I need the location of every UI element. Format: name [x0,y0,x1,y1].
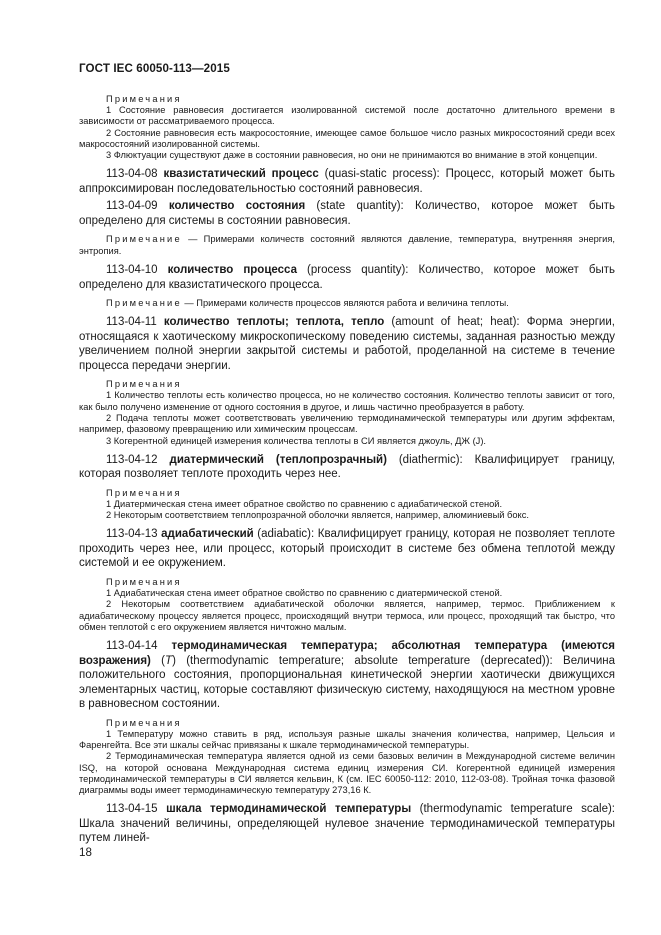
term-entry [79,802,615,846]
entry-note [79,234,615,257]
entry-definition: (diathermic): Квалифицирует границу, которая позволяет теплоте проходить через нее. [79,453,616,481]
note-item: 1 Состояние равновесия достигается изолированной системой после достаточно длительного времени в зависимости от рассматриваемого процесса. [79,105,615,127]
note-item: 1 Температуру можно ставить в ряд, используя разные шкалы значения количества, например, Цельсия и Фаренгейта. Все эти шкалы сейчас привязаны к шкале термодинамической температуры. [79,728,615,750]
note-item: 2 Подача теплоты может соответствовать увеличению термодинамической температуры или другим эффектам, например, фазовому превращению или химическим процессам. [79,412,615,435]
entry-number: 113-04-11 [106,316,157,329]
entry-symbol-open: ( [150,654,166,667]
entry-definition: (process quantity): Количество, которое может быть определено для квазистатического процесса. [79,264,615,291]
entry-definition: (adiabatic): Квалифицирует границу, которая не позволяет теплоте проходить через нее, или процесс, который происходит в системе без обмена теплотой между системой и ее окружением. [79,528,616,570]
document-content [79,94,615,846]
term-entry [79,199,615,228]
entry-definition: (state quantity): Количество, которое может быть определено для системы в состоянии равновесия. [79,200,616,227]
page-number: 18 [79,846,92,859]
notes-block [79,718,615,797]
notes-block [79,94,615,161]
note-item: 2 Некоторым соответствием теплопрозрачной оболочки является, например, алюминиевый бокс. [106,510,529,521]
entry-definition: (amount of heat; heat): Форма энергии, относящаяся к хаотическому микроскопическому поведению системы, заданная разностью между увеличением полной энергии закрытой системы и работой, проделанной на системе в течение процесса передачи энергии. [79,316,615,372]
term-entry [79,453,615,482]
note-item: 2 Термодинамическая температура является одной из семи базовых величин в Международной системе величин ISQ, на которой основана Международная система единиц измерения СИ. Когерентной единицей измерения термодинамической температуры в СИ является кельвин, К (см. IEC 60050-112: 2010, 112-03-08). Тройная точка фазовой диаграммы воды имеет термодинамическую температуру 273,16 К. [79,751,615,796]
entry-term: адиабатический [161,528,254,541]
note-item: 1 Количество теплоты есть количество процесса, но не количество состояния. Количество теплоты зависит от того, как было получено изменение от одного состояния в другое, и лишь частично преобразуется в работу. [79,390,615,412]
entry-definition: (thermodynamic temperature scale): Шкала значений величины, определяющей нулевое значение термодинамической температуры путем линей- [79,803,615,845]
entry-number: 113-04-13 [106,528,158,541]
notes-block [79,379,615,446]
term-entry [79,639,615,712]
document-header: ГОСТ IEC 60050-113—2015 [79,62,230,75]
entry-number: 113-04-15 [106,803,158,816]
term-entry [79,263,615,292]
entry-note [79,298,615,309]
notes-block [79,488,615,522]
note-label: Примечание [106,234,182,245]
note-item: 3 Флюктуации существуют даже в состоянии равновесия, но они не принимаются во внимание в этой концепции. [106,150,598,161]
term-entry [79,167,615,196]
notes-heading: Примечания [106,94,182,104]
entry-number: 113-04-08 [106,168,158,181]
note-text: — Примерами количеств процессов являются работа и величина теплоты. [181,298,509,309]
entry-number: 113-04-10 [106,264,158,277]
note-item: 1 Диатермическая стена имеет обратное свойство по сравнению с адиабатической стеной. [106,498,503,509]
note-item: 3 Когерентной единицей измерения количества теплоты в СИ является джоуль, ДЖ (J). [106,435,487,446]
entry-term: диатермический (теплопрозрачный) [169,453,387,466]
entry-term: количество теплоты; теплота, тепло [163,316,385,329]
entry-term: термодинамическая температура; абсолютная температура (имеются возражения) [79,640,615,667]
notes-heading: Примечания [106,576,182,587]
note-item: 1 Адиабатическая стена имеет обратное свойство по сравнению с диатермической стеной. [106,587,503,598]
note-item: 2 Состояние равновесия есть макросостояние, имеющее самое большое число разных микросостояний среди всех макросостояний изолированной системы. [79,127,615,149]
note-item: 2 Некоторым соответствием адиабатической оболочки является, например, термос. Приближением к адиабатическому процессу является процесс, происходящий внутри термоса, или процесс, проходящий так быстро, что обмен теплотой с его окружением является ничтожно малым. [79,599,615,632]
notes-heading: Примечания [106,717,182,728]
notes-heading: Примечания [106,379,182,390]
note-label: Примечание [106,298,182,309]
notes-heading: Примечания [106,487,182,498]
entry-definition: (quasi-static process): Процесс, который может быть аппроксимирован последовательностью состояний равновесия. [79,168,615,195]
note-text: — Примерами количеств состояний являются давление, температура, внутренняя энергия, энтропия. [79,234,615,256]
entry-term: количество состояния [168,200,306,213]
entry-term: квазистатический процесс [163,168,319,181]
entry-term: шкала термодинамической температуры [166,803,412,816]
term-entry [79,315,615,373]
term-entry [79,527,615,571]
entry-symbol: T [165,654,173,667]
entry-number: 113-04-09 [106,200,158,213]
notes-block [79,577,615,633]
entry-term: количество процесса [167,264,297,277]
entry-number: 113-04-14 [106,640,158,653]
entry-number: 113-04-12 [106,453,158,466]
entry-definition: ) (thermodynamic temperature; absolute temperature (deprecated)): Величина положительного состояния, пропорциональная кинетической энергии хаотически движущихся элементарных частиц, которые составляют физическую систему, находящуюся на местном уровне в равновесном состоянии. [79,654,615,711]
